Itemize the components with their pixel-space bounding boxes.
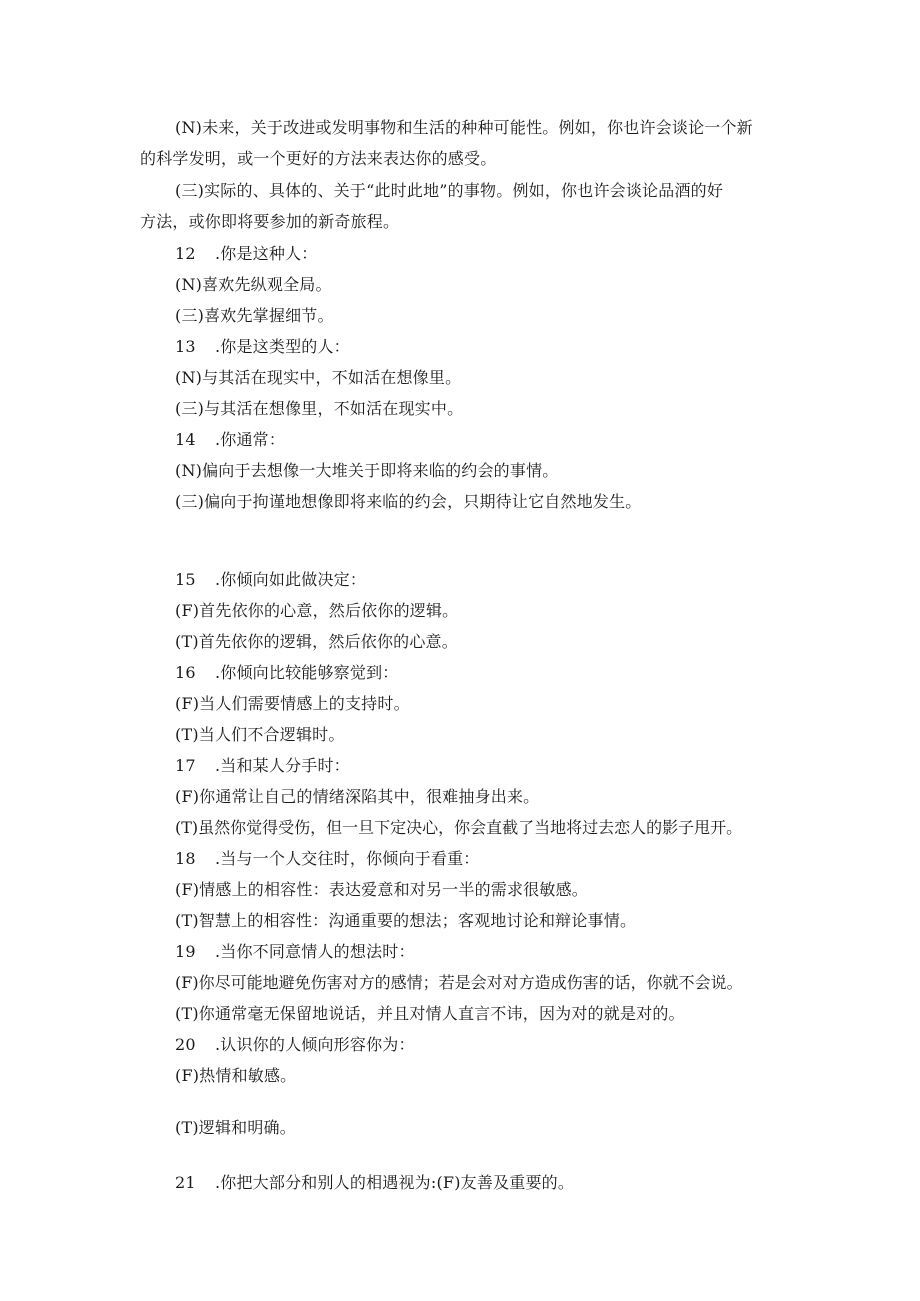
option-line: (三)与其活在想像里，不如活在现实中。 — [175, 399, 464, 418]
question-16 — [175, 663, 399, 683]
question-20 — [175, 1035, 415, 1055]
question-number: 16 — [175, 663, 196, 682]
question-13 — [175, 337, 350, 357]
question-number: 13 — [175, 337, 196, 356]
option-line: (F)你通常让自己的情绪深陷其中，很难抽身出来。 — [175, 787, 540, 806]
question-text: .你倾向比较能够察觉到： — [215, 663, 399, 682]
paragraph-line: 的科学发明，或一个更好的方法来表达你的感受。 — [140, 149, 497, 168]
question-number: 20 — [175, 1035, 196, 1054]
paragraph-line: 方法，或你即将要参加的新奇旅程。 — [140, 212, 400, 231]
question-18 — [175, 849, 480, 869]
option-line: (T)智慧上的相容性：沟通重要的想法；客观地讨论和辩论事情。 — [175, 911, 637, 930]
question-15 — [175, 570, 366, 590]
option-line: (N)喜欢先纵观全局。 — [175, 275, 332, 294]
question-19 — [175, 942, 415, 962]
question-text: .你通常： — [215, 430, 286, 449]
option-line: (T)当人们不合逻辑时。 — [175, 725, 345, 744]
question-text: .你是这种人： — [215, 244, 318, 263]
question-number: 19 — [175, 942, 196, 961]
question-text: .当和某人分手时： — [215, 756, 350, 775]
option-line: (N)与其活在现实中，不如活在想像里。 — [175, 368, 462, 387]
option-line: (三)偏向于拘谨地想像即将来临的约会，只期待让它自然地发生。 — [175, 492, 642, 511]
question-number: 15 — [175, 570, 196, 589]
option-line: (F)你尽可能地避免伤害对方的感情；若是会对对方造成伤害的话，你就不会说。 — [175, 973, 743, 992]
question-text: .认识你的人倾向形容你为： — [215, 1035, 415, 1054]
question-number: 12 — [175, 244, 196, 263]
question-17 — [175, 756, 350, 776]
question-number: 18 — [175, 849, 196, 868]
question-14 — [175, 430, 285, 450]
option-line: (N)偏向于去想像一大堆关于即将来临的约会的事情。 — [175, 461, 559, 480]
question-text: .当与一个人交往时，你倾向于看重： — [215, 849, 480, 868]
question-number: 14 — [175, 430, 196, 449]
paragraph-line: (三)实际的、具体的、关于“此时此地”的事物。例如，你也许会谈论品酒的好 — [175, 181, 724, 200]
question-text: .你是这类型的人： — [215, 337, 350, 356]
paragraph-line: (N)未来，关于改进或发明事物和生活的种种可能性。例如，你也许会谈论一个新 — [175, 118, 753, 137]
question-text: .你把大部分和别人的相遇视为:(F)友善及重要的。 — [215, 1173, 575, 1192]
question-12 — [175, 244, 318, 264]
question-text: .当你不同意情人的想法时： — [215, 942, 415, 961]
option-line: (F)热情和敏感。 — [175, 1066, 297, 1085]
option-line: (T)首先依你的逻辑，然后依你的心意。 — [175, 632, 458, 651]
option-line: (T)虽然你觉得受伤，但一旦下定决心，你会直截了当地将过去恋人的影子甩开。 — [175, 818, 743, 837]
question-text: .你倾向如此做决定： — [215, 570, 367, 589]
option-line: (T)你通常毫无保留地说话，并且对情人直言不讳，因为对的就是对的。 — [175, 1004, 685, 1023]
option-line: (三)喜欢先掌握细节。 — [175, 306, 334, 325]
question-21 — [175, 1173, 574, 1193]
question-number: 17 — [175, 756, 196, 775]
option-line: (F)当人们需要情感上的支持时。 — [175, 694, 410, 713]
option-line: (F)情感上的相容性：表达爱意和对另一半的需求很敏感。 — [175, 880, 588, 899]
question-number: 21 — [175, 1173, 196, 1192]
option-line: (F)首先依你的心意，然后依你的逻辑。 — [175, 601, 459, 620]
option-line: (T)逻辑和明确。 — [175, 1118, 296, 1137]
